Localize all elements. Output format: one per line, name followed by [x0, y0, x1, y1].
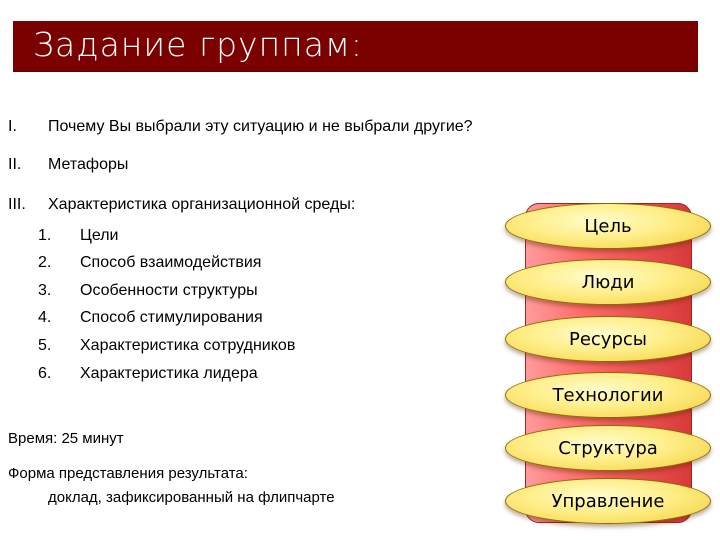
sub-item-number: 5.	[38, 337, 52, 354]
layer-disc-goal: Цель	[505, 203, 711, 249]
sub-item-text: Особенности структуры	[80, 282, 258, 299]
sub-item-text: Способ взаимодействия	[80, 254, 262, 271]
sub-item-number: 2.	[38, 254, 52, 271]
question-text: Характеристика организационной среды:	[48, 196, 356, 213]
format-label: Форма представления результата:	[8, 465, 248, 482]
page-title: Задание группам:	[33, 25, 363, 64]
layer-disc-technology: Технологии	[505, 372, 711, 418]
sub-item-text: Характеристика лидера	[80, 365, 258, 382]
sub-item-text: Цели	[80, 227, 119, 244]
question-text: Почему Вы выбрали эту ситуацию и не выбрали другие?	[48, 118, 473, 135]
title-bar	[13, 21, 698, 72]
question-number: I.	[8, 118, 17, 135]
sub-item-text: Характеристика сотрудников	[80, 337, 296, 354]
question-number: III.	[8, 196, 26, 213]
organization-cylinder	[525, 203, 692, 523]
layer-disc-resources: Ресурсы	[505, 316, 711, 362]
sub-item-number: 3.	[38, 282, 52, 299]
layer-disc-structure: Структура	[505, 425, 711, 471]
question-number: II.	[8, 156, 22, 173]
layer-disc-management: Управление	[505, 478, 711, 524]
sub-item-number: 6.	[38, 365, 52, 382]
sub-item-number: 1.	[38, 227, 52, 244]
layer-disc-people: Люди	[505, 259, 711, 305]
question-text: Метафоры	[48, 156, 129, 173]
format-detail: доклад, зафиксированный на флипчарте	[48, 489, 335, 506]
sub-item-text: Способ стимулирования	[80, 309, 263, 326]
time-limit: Время: 25 минут	[8, 430, 124, 447]
sub-item-number: 4.	[38, 309, 52, 326]
